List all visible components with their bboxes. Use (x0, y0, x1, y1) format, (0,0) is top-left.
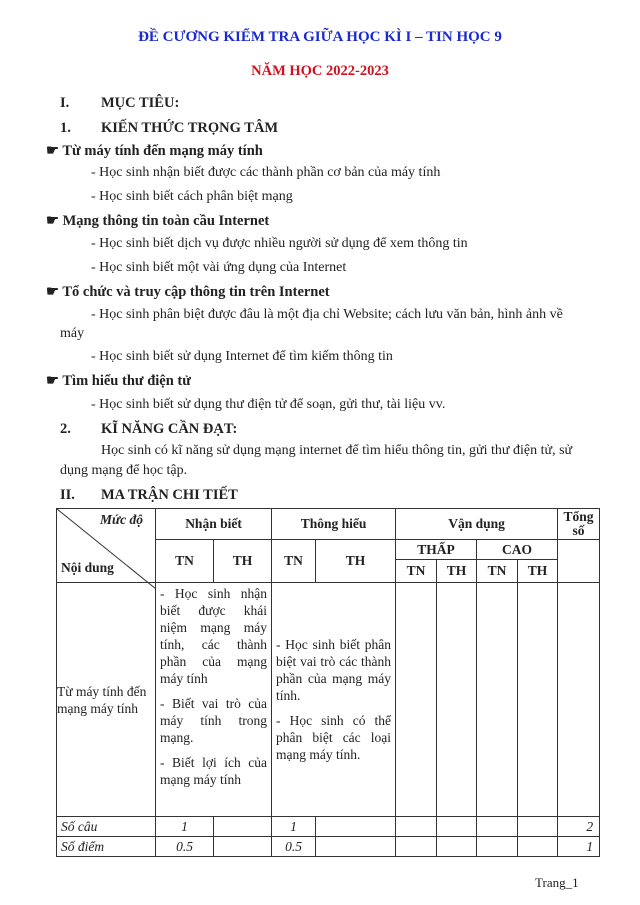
score-label: Số điểm (57, 837, 156, 857)
recognition-item: - Học sinh nhận biết được khái niệm mạng máy tính, các thành phần của mạng máy tính (160, 586, 268, 686)
pointing-hand-icon: ☛ (46, 143, 59, 159)
corner-header-cell (57, 509, 156, 583)
understanding-content (272, 583, 396, 817)
score-total: 1 (558, 837, 600, 857)
section-2-heading: MA TRẬN CHI TIẾT (101, 487, 238, 503)
tn-header: TN (477, 560, 518, 583)
empty-cell (477, 837, 518, 857)
empty-cell (518, 837, 558, 857)
empty-cell (518, 817, 558, 837)
level-header: Mức độ (100, 512, 143, 527)
empty-cell (558, 540, 600, 583)
empty-cell (396, 837, 437, 857)
topic-heading: ☛ Mạng thông tin toàn cầu Internet (46, 213, 270, 229)
topic-heading: ☛ Tổ chức và truy cập thông tin trên Internet (46, 284, 330, 300)
high-header: CAO (477, 540, 558, 560)
tn-header: TN (396, 560, 437, 583)
understanding-item: - Học sinh biết phân biệt vai trò các thành phần của mạng máy tính. (276, 637, 392, 703)
content-row-label: Từ máy tính đến mạng máy tính (57, 583, 156, 817)
th-header: TH (316, 540, 396, 583)
section-1-number: I. (60, 95, 70, 111)
low-header: THẤP (396, 540, 477, 560)
pointing-hand-icon: ☛ (46, 284, 59, 300)
empty-cell (437, 583, 477, 817)
empty-cell (396, 583, 437, 817)
empty-cell (477, 583, 518, 817)
content-header: Nội dung (61, 560, 114, 575)
th-header: TH (214, 540, 272, 583)
empty-cell (316, 817, 396, 837)
application-header: Vận dụng (396, 509, 558, 540)
empty-cell (518, 583, 558, 817)
th-header: TH (437, 560, 477, 583)
empty-cell (437, 817, 477, 837)
document-title: ĐỀ CƯƠNG KIỂM TRA GIỮA HỌC KÌ I – TIN HỌC 9 (138, 29, 502, 45)
empty-cell (558, 583, 600, 817)
detail-matrix-table (56, 508, 600, 857)
recognition-item: - Biết lợi ích của mạng máy tính (160, 755, 268, 787)
section-2-number: II. (60, 487, 75, 503)
topic-item: - Học sinh biết một vài ứng dụng của Internet (91, 260, 347, 275)
score-understanding: 0.5 (272, 837, 316, 857)
pointing-hand-icon: ☛ (46, 213, 59, 229)
section-1-heading: MỤC TIÊU: (101, 95, 180, 111)
topic-item: - Học sinh biết dịch vụ được nhiều người sử dụng để xem thông tin (91, 236, 468, 251)
skill-text-continued: dụng mạng để học tập. (60, 463, 188, 478)
page-number: Trang_1 (535, 875, 579, 890)
topic-heading: ☛ Từ máy tính đến mạng máy tính (46, 143, 263, 159)
total-header: Tổng số (558, 509, 600, 540)
empty-cell (477, 817, 518, 837)
question-count-label: Số câu (57, 817, 156, 837)
tn-header: TN (156, 540, 214, 583)
skill-text: Học sinh có kĩ năng sử dụng mạng internet để tìm hiểu thông tin, gửi thư điện tử, sử (101, 443, 573, 458)
understanding-item: - Học sinh có thể phân biệt các loại mạng máy tính. (276, 713, 392, 762)
school-year: NĂM HỌC 2022-2023 (251, 63, 389, 79)
topic-item: - Học sinh nhận biết được các thành phần cơ bản của máy tính (91, 165, 441, 180)
recognition-item: - Biết vai trò của máy tính trong mạng. (160, 696, 268, 745)
topic-item: - Học sinh biết sử dụng Internet để tìm kiếm thông tin (91, 349, 393, 364)
topic-item: - Học sinh biết cách phân biệt mạng (91, 189, 293, 204)
understanding-header: Thông hiểu (272, 509, 396, 540)
subsection-1-number: 1. (60, 120, 71, 136)
recognition-content (156, 583, 272, 817)
topic-heading: ☛ Tìm hiểu thư điện tử (46, 373, 191, 389)
recognition-header: Nhận biết (156, 509, 272, 540)
topic-item-continued: máy (60, 326, 85, 341)
empty-cell (316, 837, 396, 857)
question-count-understanding: 1 (272, 817, 316, 837)
tn-header: TN (272, 540, 316, 583)
question-count-total: 2 (558, 817, 600, 837)
subsection-1-heading: KIẾN THỨC TRỌNG TÂM (101, 120, 279, 136)
subsection-2-heading: KĨ NĂNG CẦN ĐẠT: (101, 421, 238, 437)
pointing-hand-icon: ☛ (46, 373, 59, 389)
empty-cell (396, 817, 437, 837)
subsection-2-number: 2. (60, 421, 71, 437)
empty-cell (214, 817, 272, 837)
empty-cell (437, 837, 477, 857)
question-count-recognition: 1 (156, 817, 214, 837)
topic-item: - Học sinh phân biệt được đâu là một địa chỉ Website; cách lưu văn bản, hình ảnh về (91, 307, 563, 322)
topic-item: - Học sinh biết sử dụng thư điện tử để soạn, gửi thư, tài liệu vv. (91, 397, 446, 412)
score-recognition: 0.5 (156, 837, 214, 857)
th-header: TH (518, 560, 558, 583)
empty-cell (214, 837, 272, 857)
